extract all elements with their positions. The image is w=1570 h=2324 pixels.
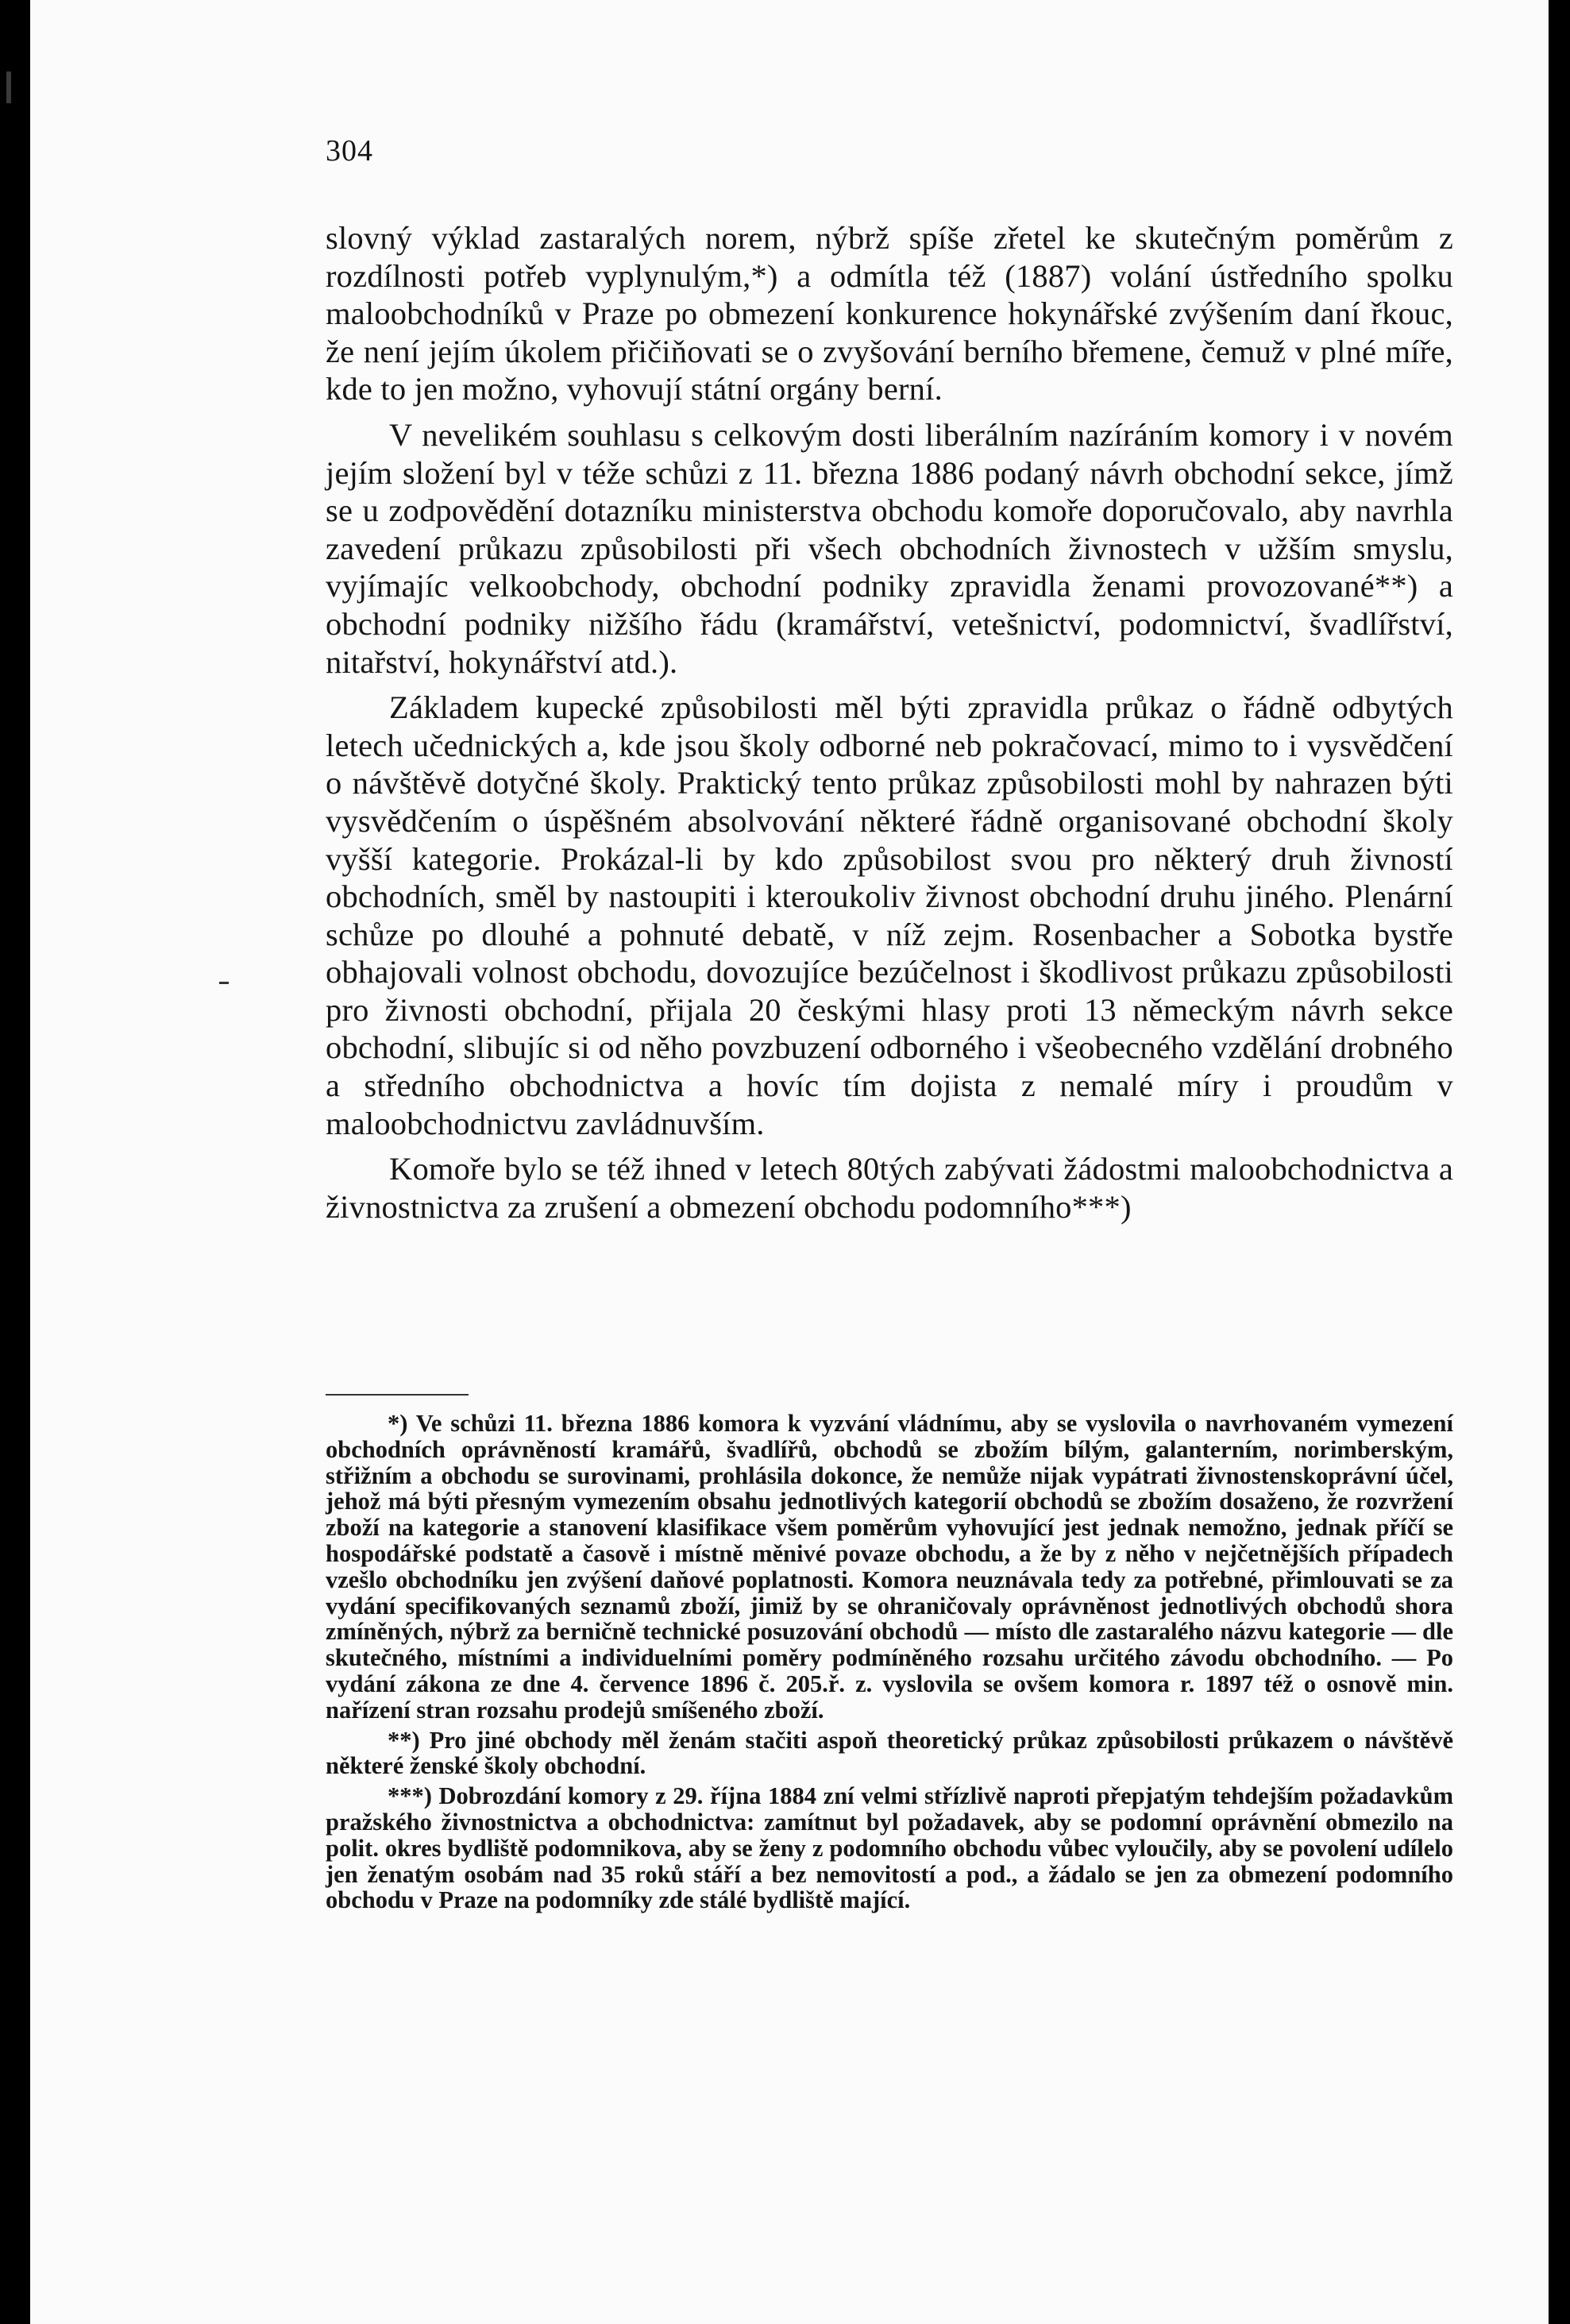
footnotes (326, 1411, 1453, 1913)
body-text (326, 219, 1453, 1226)
paragraph-4: Komoře bylo se též ihned v letech 80tých zabývati žádostmi maloobchodnictva a živnostnictva za zrušení a obmezení obchodu podomního***) (326, 1151, 1453, 1225)
margin-mark (219, 982, 229, 984)
page-number: 304 (326, 134, 373, 168)
paragraph-2: V nevelikém souhlasu s celkovým dosti liberálním nazíráním komory i v novém jejím složení byl v téže schůzi z 11. března 1886 podaný návrh obchodní sekce, jímž se u zodpovědění dotazníku ministerstva obchodu komoře doporučovalo, aby navrhla zavedení průkazu způsobilosti při všech obchodních živnostech v užším smyslu, vyjímajíc velkoobchody, obchodní podniky zpravidla ženami provozované**) a obchodní podniky nižšího řádu (kramářství, vetešnictví, podomnictví, švadlířství, nitařství, hokynářství atd.). (326, 416, 1453, 680)
scan-edge-mark (6, 71, 11, 103)
paragraph-3: Základem kupecké způsobilosti měl býti zpravidla průkaz o řádně odbytých letech učednických a, kde jsou školy odborné neb pokračovací, mimo to i vysvědčení o návštěvě dotyčné školy. Praktický tento průkaz způsobilosti mohl by nahrazen býti vysvědčením o úspěšném absolvování některé řádně organisované obchodní školy vyšší kategorie. Prokázal-li by kdo způsobilost svou pro některý druh živností obchodních, směl by nastoupiti i kteroukoliv živnost obchodní druhu jiného. Plenární schůze po dlouhé a pohnuté debatě, v níž zejm. Rosenbacher a Sobotka bystře obhajovali volnost obchodu, dovozujíce bezúčelnost i škodlivost průkazu způsobilosti pro živnosti obchodní, přijala 20 českými hlasy proti 13 německým návrh sekce obchodní, slibujíc si od něho povzbuzení odborného i všeobecného vzdělání drobného a středního obchodnictva a hovíc tím dojista z nemalé míry i proudům v maloobchodnictvu zavládnuvším. (326, 689, 1453, 1141)
footnote-1: *) Ve schůzi 11. března 1886 komora k vyzvání vládnímu, aby se vyslovila o navrhovaném vymezení obchodních oprávněností kramářů, švadlířů, obchodů se zbožím bílým, galanterním, norimberským, střižním a obchodu se surovinami, prohlásila dokonce, že nemůže nijak vypátrati živnostenskoprávní účel, jehož má býti přesným vymezením obsahu jednotlivých kategorií obchodů se zbožím dosaženo, že rozvržení zboží na kategorie a stanovení klasifikace všem poměrům vyhovující jest jednak nemožno, jednak příčí se hospodářské podstatě a časově i místně měnivé povaze obchodu, a že by z něho v nejčetnějších případech vzešlo obchodníku jen zvýšení daňové poplatnosti. Komora neuznávala tedy za potřebné, přimlouvati se za vydání specifikovaných seznamů zboží, jimiž by se ohraničovaly oprávněnost jednotlivých obchodů shora zmíněných, nýbrž za berničně technické posuzování obchodů — místo dle zastaralého názvu kategorie — dle skutečného, místními a individuelními poměry podmíněného rozsahu určitého závodu obchodního. — Po vydání zákona ze dne 4. července 1896 č. 205.ř. z. vyslovila se ovšem komora r. 1897 též o osnově min. nařízení stran rozsahu prodejů smíšeného zboží. (326, 1410, 1453, 1724)
footnote-rule (326, 1394, 469, 1396)
footnote-3: ***) Dobrozdání komory z 29. října 1884 zní velmi střízlivě naproti přepjatým tehdejším požadavkům pražského živnostnictva a obchodnictva: zamítnut byl požadavek, aby se podomní oprávnění obmezilo na polit. okres bydliště podomnikova, aby se ženy z podomního obchodu vůbec vyloučily, aby se povolení udílelo jen ženatým osobám nad 35 roků stáří a bez nemovitostí a pod., a žádalo se jen za obmezení podomního obchodu v Praze na podomníky zde stálé bydliště mající. (326, 1782, 1453, 1914)
book-page (30, 0, 1549, 2324)
paragraph-1: slovný výklad zastaralých norem, nýbrž spíše zřetel ke skutečným poměrům z rozdílnosti potřeb vyplynulým,*) a odmítla též (1887) volání ústředního spolku maloobchodníků v Praze po obmezení konkurence hokynářské zvýšením daní řkouc, že není jejím úkolem přičiňovati se o zvyšování berního břemene, čemuž v plné míře, kde to jen možno, vyhovují státní orgány berní. (326, 220, 1453, 407)
footnote-2: **) Pro jiné obchody měl ženám stačiti aspoň theoretický průkaz způsobilosti průkazem o návštěvě některé ženské školy obchodní. (326, 1726, 1453, 1780)
